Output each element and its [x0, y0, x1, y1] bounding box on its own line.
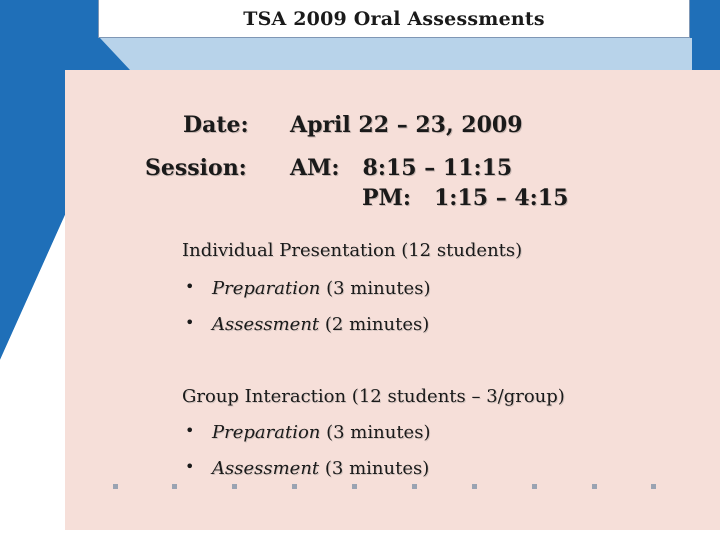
- bullet-icon: •: [185, 457, 195, 476]
- section-heading: Individual Presentation (12 students): [182, 240, 523, 261]
- session-label: Session:: [145, 155, 247, 181]
- dot: [472, 484, 477, 489]
- item-term: Preparation: [212, 422, 321, 443]
- dot: [292, 484, 297, 489]
- session-am: AM: 8:15 – 11:15: [290, 155, 513, 181]
- decorative-dot-row: [0, 484, 720, 494]
- item-term: Assessment: [212, 458, 320, 479]
- list-item: [212, 278, 430, 299]
- item-duration: (3 minutes): [320, 278, 431, 299]
- item-duration: (3 minutes): [320, 422, 431, 443]
- dot: [592, 484, 597, 489]
- bullet-icon: •: [185, 313, 195, 332]
- bullet-icon: •: [185, 277, 195, 296]
- item-duration: (2 minutes): [319, 314, 430, 335]
- item-duration: (3 minutes): [319, 458, 430, 479]
- section-heading: Group Interaction (12 students – 3/group): [182, 386, 565, 407]
- list-item: [212, 422, 430, 443]
- date-label: Date:: [183, 112, 249, 138]
- dot: [412, 484, 417, 489]
- slide-title: TSA 2009 Oral Assessments: [98, 0, 690, 38]
- item-term: Preparation: [212, 278, 321, 299]
- list-item: [212, 458, 429, 479]
- dot: [113, 484, 118, 489]
- dot: [352, 484, 357, 489]
- dot: [232, 484, 237, 489]
- list-item: [212, 314, 429, 335]
- dot: [532, 484, 537, 489]
- item-term: Assessment: [212, 314, 320, 335]
- bullet-icon: •: [185, 421, 195, 440]
- dot: [172, 484, 177, 489]
- dot: [651, 484, 656, 489]
- date-value: April 22 – 23, 2009: [290, 112, 523, 138]
- session-pm: PM: 1:15 – 4:15: [362, 185, 569, 211]
